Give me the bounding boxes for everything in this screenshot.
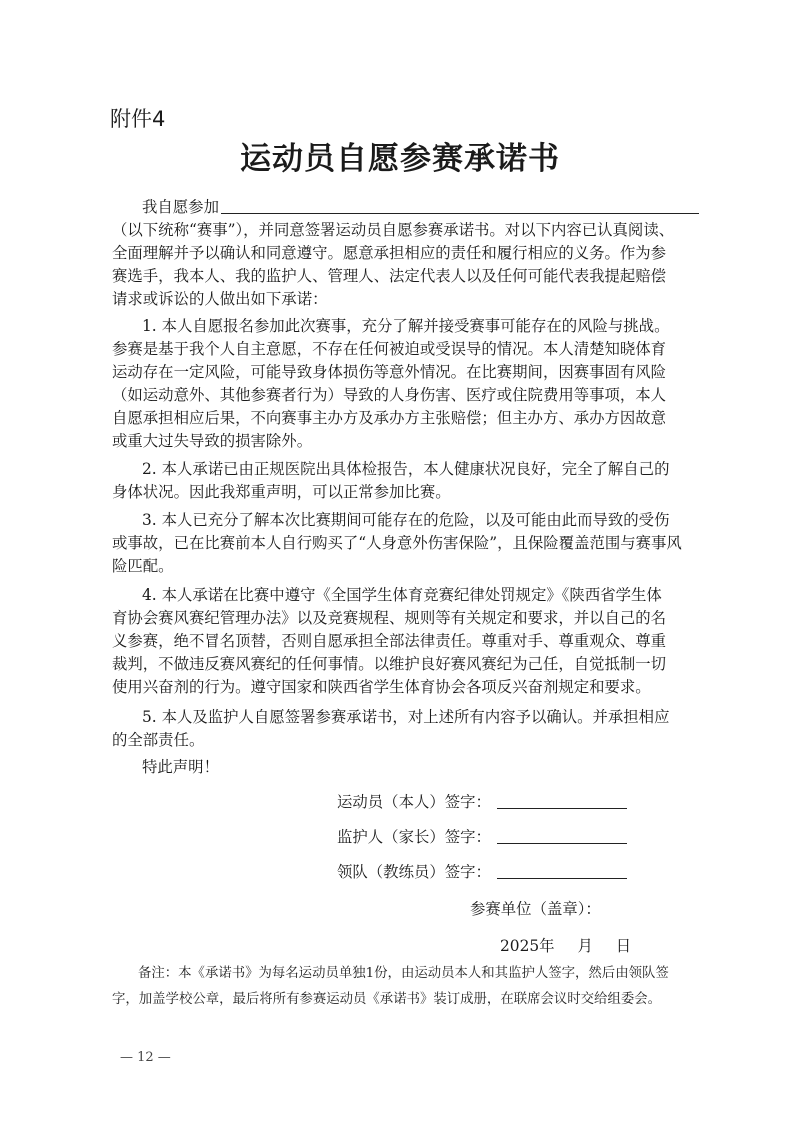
- page-title: 运动员自愿参赛承诺书: [240, 141, 560, 177]
- intro-line-2: （以下统称“赛事”），并同意签署运动员自愿参赛承诺书。对以下内容已认真阅读、: [112, 221, 675, 239]
- coach-signature-field[interactable]: [497, 862, 627, 879]
- item4-line-5: 使用兴奋剂的行为。遵守国家和陕西省学生体育协会各项反兴奋剂规定和要求。: [112, 678, 651, 696]
- item3-line-1: 3. 本人已充分了解本次比赛期间可能存在的危险，以及可能由此而导致的受伤: [142, 511, 670, 529]
- item1-line-3: 运动存在一定风险，可能导致身体损伤等意外情况。在比赛期间，因赛事固有风险: [112, 363, 667, 381]
- guardian-signature-label: 监护人（家长）签字：: [337, 828, 491, 846]
- item5-line-1: 5. 本人及监护人自愿签署参赛承诺书，对上述所有内容予以确认。并承担相应: [142, 708, 670, 726]
- attachment-label: 附件4: [110, 107, 166, 131]
- coach-signature-row: [337, 860, 627, 882]
- item2-line-2: 身体状况。因此我郑重声明，可以正常参加比赛。: [112, 483, 451, 501]
- date-line: 2025年 月 日: [500, 937, 632, 955]
- item3-line-3: 险匹配。: [112, 557, 174, 575]
- item4-line-2: 育协会赛风赛纪管理办法》以及竞赛规程、规则等有关规定和要求，并以自己的名: [112, 609, 667, 627]
- guardian-signature-row: [337, 825, 627, 847]
- note-line-1: 备注：本《承诺书》为每名运动员单独1份，由运动员本人和其监护人签字，然后由领队签: [138, 966, 669, 981]
- item1-line-5: 自愿承担相应后果，不向赛事主办方及承办方主张赔偿；但主办方、承办方因故意: [112, 409, 667, 427]
- item1-line-1: 1. 本人自愿报名参加此次赛事，充分了解并接受赛事可能存在的风险与挑战。: [142, 317, 670, 335]
- declaration: 特此声明！: [142, 758, 219, 776]
- athlete-signature-row: [337, 790, 627, 812]
- intro-prefix: 我自愿参加: [142, 198, 219, 216]
- guardian-signature-field[interactable]: [497, 827, 627, 844]
- item5-line-2: 的全部责任。: [112, 731, 205, 749]
- coach-signature-label: 领队（教练员）签字：: [337, 863, 491, 881]
- item3-line-2: 或事故，已在比赛前本人自行购买了“人身意外伤害保险”，且保险覆盖范围与赛事风: [112, 534, 682, 552]
- item4-line-1: 4. 本人承诺在比赛中遵守《全国学生体育竞赛纪律处罚规定》《陕西省学生体: [142, 586, 662, 604]
- intro-line-5: 请求或诉讼的人做出如下承诺：: [112, 290, 328, 308]
- athlete-signature-field[interactable]: [497, 792, 627, 809]
- athlete-signature-label: 运动员（本人）签字：: [337, 793, 491, 811]
- note-line-2: 字，加盖学校公章，最后将所有参赛运动员《承诺书》装订成册，在联席会议时交给组委会。: [112, 992, 662, 1007]
- page-number: — 12 —: [120, 1050, 171, 1065]
- item2-line-1: 2. 本人承诺已由正规医院出具体检报告，本人健康状况良好，完全了解自己的: [142, 460, 670, 478]
- item4-line-3: 义参赛，绝不冒名顶替，否则自愿承担全部法律责任。尊重对手、尊重观众、尊重: [112, 632, 667, 650]
- item1-line-6: 或重大过失导致的损害除外。: [112, 432, 313, 450]
- item1-line-2: 参赛是基于我个人自主意愿，不存在任何被迫或受误导的情况。本人清楚知晓体育: [112, 340, 667, 358]
- item1-line-4: （如运动意外、其他参赛者行为）导致的人身伤害、医疗或住院费用等事项，本人: [112, 386, 667, 404]
- intro-line-4: 赛选手，我本人、我的监护人、管理人、法定代表人以及任何可能代表我提起赔偿: [112, 267, 667, 285]
- event-name-blank[interactable]: [221, 197, 699, 214]
- intro-line-3: 全面理解并予以确认和同意遵守。愿意承担相应的责任和履行相应的义务。作为参: [112, 244, 667, 262]
- stamp-label: 参赛单位（盖章）：: [470, 900, 601, 918]
- intro-line-1: [142, 196, 699, 219]
- item4-line-4: 裁判，不做违反赛风赛纪的任何事情。以维护良好赛风赛纪为己任，自觉抵制一切: [112, 655, 667, 673]
